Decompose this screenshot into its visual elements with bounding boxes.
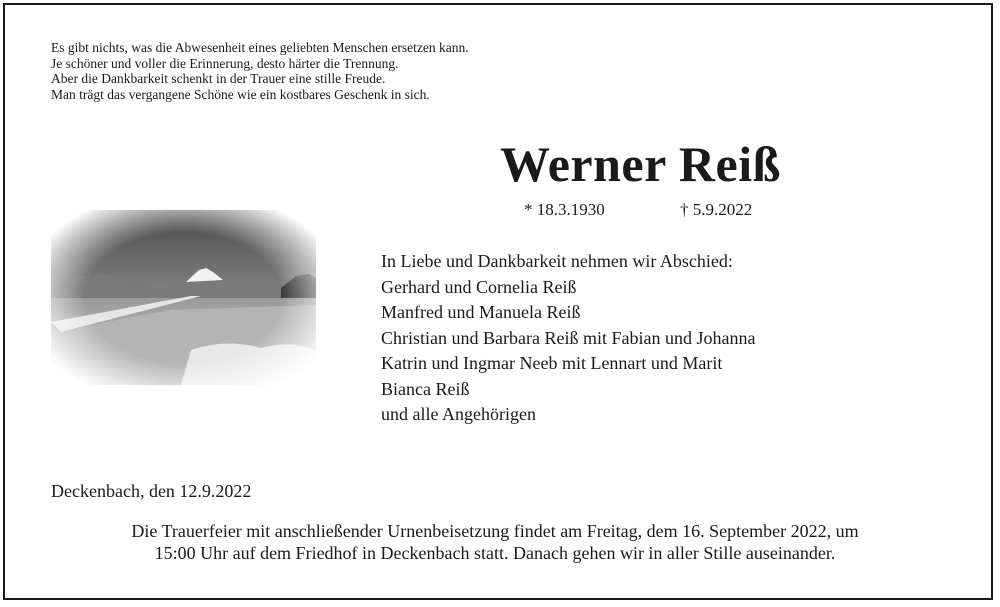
poem-line: Aber die Dankbarkeit schenkt in der Trauer eine stille Freude. <box>51 71 386 86</box>
photo-vignette <box>51 210 316 385</box>
ceremony-line: 15:00 Uhr auf dem Friedhof in Deckenbach statt. Danach gehen wir in aller Stille auseinander. <box>154 543 836 563</box>
mourner-line: Gerhard und Cornelia Reiß <box>381 276 577 297</box>
mourner-line: Manfred und Manuela Reiß <box>381 302 581 322</box>
poem-line: Je schöner und voller die Erinnerung, desto härter die Trennung. <box>51 55 399 71</box>
place-date: Deckenbach, den 12.9.2022 <box>51 481 252 501</box>
death-date: † 5.9.2022 <box>680 200 753 219</box>
ceremony-line: Die Trauerfeier mit anschließender Urnenbeisetzung findet am Freitag, dem 16. September 2022, um <box>131 521 859 541</box>
mourner-line: Katrin und Ingmar Neeb mit Lennart und Marit <box>381 353 723 373</box>
memorial-poem <box>51 40 469 102</box>
deceased-name: Werner Reiß <box>500 136 781 192</box>
birth-date: * 18.3.1930 <box>524 200 605 219</box>
poem-line: Man trägt das vergangene Schöne wie ein kostbares Geschenk in sich. <box>51 86 430 102</box>
poem-line: Es gibt nichts, was die Abwesenheit eines geliebten Menschen ersetzen kann. <box>51 40 469 55</box>
mourner-line: und alle Angehörigen <box>381 404 536 424</box>
landscape-photo <box>51 210 316 385</box>
mourner-line: Christian und Barbara Reiß mit Fabian und Johanna <box>381 327 756 348</box>
mourner-line: Bianca Reiß <box>381 378 470 399</box>
mourners-intro: In Liebe und Dankbarkeit nehmen wir Abschied: <box>381 251 733 271</box>
ceremony-info <box>40 520 950 564</box>
mourners-block <box>381 249 755 428</box>
